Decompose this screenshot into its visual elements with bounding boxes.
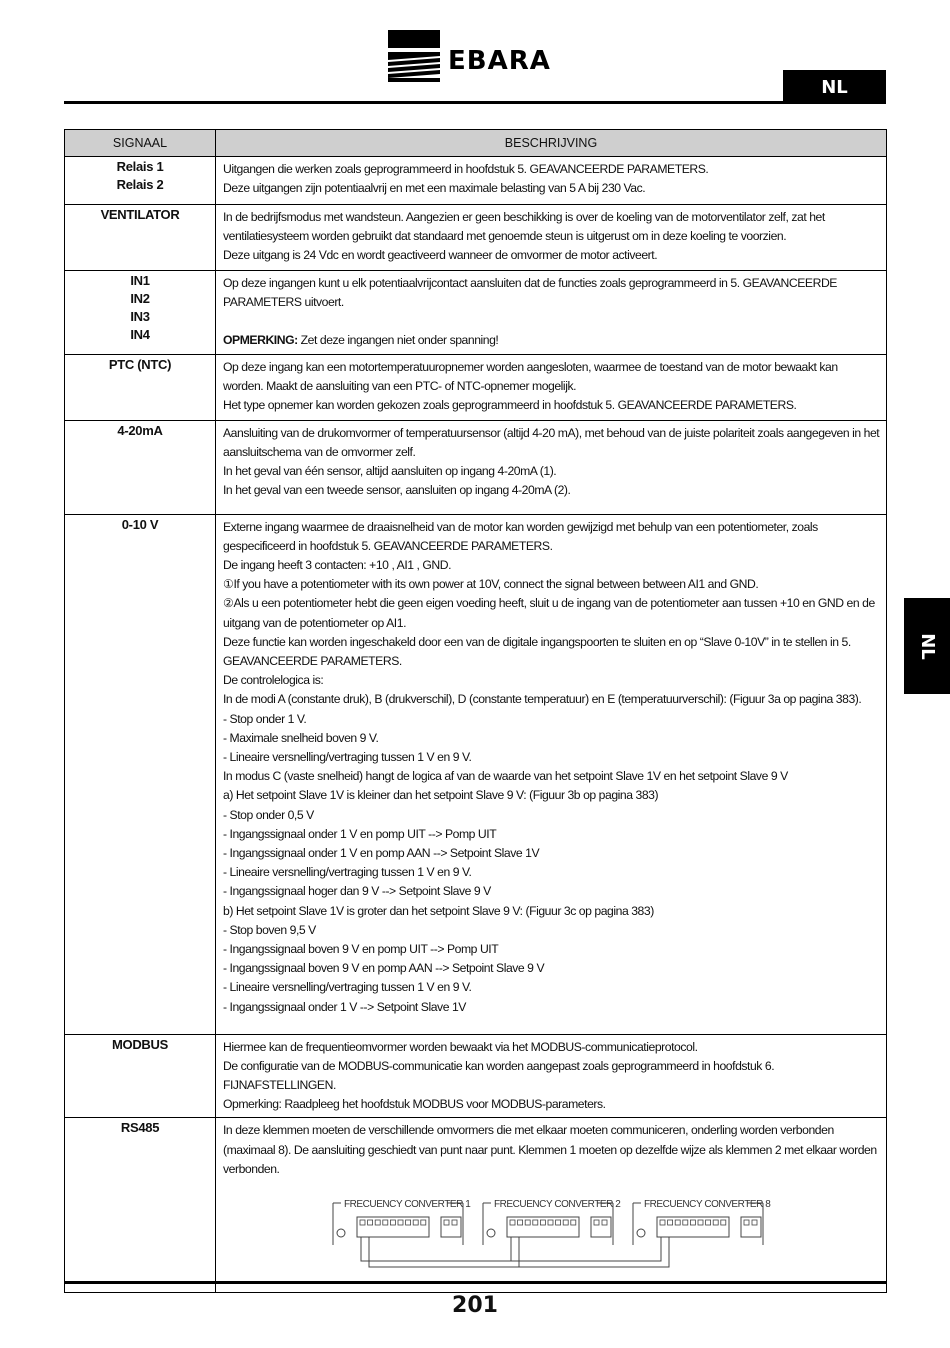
description-cell — [216, 420, 887, 514]
terminal-screw — [444, 1220, 449, 1225]
terminal-screw — [390, 1220, 395, 1225]
description-text: Hiermee kan de frequentieomvormer worden bewaakt via het MODBUS-communicatieprotocol. — [223, 1039, 698, 1054]
signal-name: RS485 — [120, 1120, 160, 1136]
terminal-screw — [398, 1220, 403, 1225]
description-text: Deze functie kan worden ingeschakeld door een van de digitale ingangspoorten te sluiten en op “Slave 0-10V” in te stellen in 5. GEAVANCEERDE PARAMETERS. — [223, 634, 851, 669]
side-language-tab — [904, 598, 950, 694]
terminal-screw — [668, 1220, 673, 1225]
description-cell — [216, 514, 887, 1034]
side-tab-label: NL — [916, 632, 938, 660]
description-text: Opmerking: Raadpleeg het hoofdstuk MODBUS voor MODBUS-parameters. — [223, 1097, 606, 1112]
description-text: ②Als u een potentiometer hebt die geen eigen voeding heeft, sluit u de ingang van de potentiometer aan tussen +10 en GND en de uitgang van de potentiometer op AI1. — [223, 596, 875, 630]
description-text: De configuratie van de MODBUS-communicatie kan worden aangepast zoals geprogrammeerd in hoofdstuk 6. FIJNAFSTELLINGEN. — [223, 1058, 775, 1093]
table-row — [65, 514, 887, 1034]
signal-name: MODBUS — [112, 1036, 168, 1052]
signal-cell — [65, 514, 216, 1034]
description-text: - Ingangssignaal onder 1 V en pomp UIT --> Pomp UIT — [223, 826, 497, 841]
description-text: Uitgangen die werken zoals geprogrammeerd in hoofdstuk 5. GEAVANCEERDE PARAMETERS. — [223, 162, 709, 176]
description-text: Aansluiting van de drukomvormer of temperatuursensor (altijd 4-20 mA), met behoud van de juiste polariteit zoals aangegeven in het aansluitschema van de omvormer zelf. — [223, 425, 880, 459]
note-text: Zet deze ingangen niet onder spanning! — [297, 333, 499, 348]
description-text: - Ingangssignaal onder 1 V en pomp AAN --> Setpoint Slave 1V — [223, 846, 540, 861]
description-text: - Maximale snelheid boven 9 V. — [223, 730, 379, 745]
description-text: b) Het setpoint Slave 1V is groter dan het setpoint Slave 9 V: (Figuur 3c op pagina 383) — [223, 903, 654, 918]
description-text: De controlelogica is: — [223, 673, 324, 688]
signal-cell — [65, 420, 216, 514]
signal-name: IN4 — [130, 327, 150, 342]
table-row — [65, 157, 887, 205]
description-cell — [216, 271, 887, 355]
description-text: ①If you have a potentiometer with its own power at 10V, connect the signal between between AI1 and GND. — [223, 577, 759, 592]
description-text: In de modi A (constante druk), B (drukverschil), D (constante temperatuur) en E (temperatuurverschil): (Figuur 3a op pagina 383). — [223, 692, 862, 707]
signal-cell — [65, 1034, 216, 1118]
table-row — [65, 1034, 887, 1118]
signal-cell — [65, 205, 216, 271]
description-text: In de bedrijfsmodus met wandsteun. Aangezien er geen beschikking is over de koeling van de motorventilator zelf, zat het ventilatiesysteem worden gebruikt dat standaard met genoemde steun is uitgerust om in deze koeling te voorzien. — [223, 210, 825, 244]
terminal-screw — [533, 1220, 538, 1225]
description-text: - Ingangssignaal hoger dan 9 V --> Setpoint Slave 9 V — [223, 884, 491, 899]
description-text: - Ingangssignaal boven 9 V en pomp UIT --> Pomp UIT — [223, 942, 499, 957]
description-text: Op deze ingang kan een motortemperatuuropnemer worden aangesloten, waarmee de toestand van de motor bewaakt kan worden. Maakt de aansluiting van een PTC- of NTC-opnemer mogelijk. — [223, 359, 838, 393]
signal-name: IN3 — [130, 309, 150, 324]
signal-name: 0-10 V — [121, 516, 159, 532]
description-cell — [216, 157, 887, 205]
description-text: Op deze ingangen kunt u elk potentiaalvrijcontact aansluiten dat de functies zoals geprogrammeerd in 5. GEAVANCEERDE PARAMETERS uitvoert. — [223, 276, 837, 310]
terminal-screw — [510, 1220, 515, 1225]
description-text: Het type opnemer kan worden gekozen zoals geprogrammeerd in hoofdstuk 5. GEAVANCEERDE PARAMETERS. — [223, 398, 797, 413]
description-cell — [216, 1118, 887, 1293]
converter-2 — [483, 1199, 621, 1245]
col-header-description: BESCHRIJVING — [216, 130, 887, 157]
description-cell — [216, 354, 887, 420]
terminal-screw — [360, 1220, 365, 1225]
terminal-screw — [406, 1220, 411, 1225]
table-row — [65, 420, 887, 514]
description-text: - Ingangssignaal boven 9 V en pomp AAN --> Setpoint Slave 9 V — [223, 961, 545, 976]
terminal-screw — [660, 1220, 665, 1225]
terminal-screw — [452, 1220, 457, 1225]
converter-label: FRECUENCY CONVERTER 8 — [644, 1199, 771, 1211]
description-text: - Lineaire versnelling/vertraging tussen 1 V en 9 V. — [223, 750, 472, 765]
terminal-screw — [413, 1220, 418, 1225]
terminal-screw — [540, 1220, 545, 1225]
terminal-screw — [375, 1220, 380, 1225]
rs485-bus-wires — [361, 1237, 669, 1267]
description-text: Externe ingang waarmee de draaisnelheid van de motor kan worden gewijzigd met behulp van een potentiometer, zoals gespecificeerd in hoofdstuk 5. GEAVANCEERDE PARAMETERS. — [223, 519, 818, 553]
terminal-screw — [556, 1220, 561, 1225]
terminal-screw — [675, 1220, 680, 1225]
terminal-screw — [713, 1220, 718, 1225]
description-text: In modus C (vaste snelheid) hangt de logica af van de waarde van het setpoint Slave 1V en het setpoint Slave 9 V — [223, 769, 788, 784]
signal-table — [64, 129, 887, 1293]
terminal-screw — [525, 1220, 530, 1225]
description-text: - Stop onder 1 V. — [223, 711, 307, 726]
note-label: OPMERKING: — [223, 333, 298, 348]
ebara-logo-mark-icon — [386, 28, 446, 84]
note-line — [223, 331, 880, 350]
terminal-screw — [698, 1220, 703, 1225]
description-text: In het geval van een tweede sensor, aansluiten op ingang 4-20mA (2). — [223, 483, 571, 498]
signal-cell — [65, 1118, 216, 1293]
terminal-screw — [721, 1220, 726, 1225]
description-text: In het geval van één sensor, altijd aansluiten op ingang 4-20mA (1). — [223, 464, 557, 479]
converter-1 — [333, 1199, 471, 1245]
terminal-screw — [683, 1220, 688, 1225]
signal-cell — [65, 157, 216, 205]
description-text: - Stop onder 0,5 V — [223, 807, 314, 822]
terminal-screw — [706, 1220, 711, 1225]
signal-name: IN2 — [130, 291, 150, 306]
converter-label: FRECUENCY CONVERTER 2 — [494, 1199, 621, 1211]
terminal-screw — [744, 1220, 749, 1225]
description-text: In deze klemmen moeten de verschillende omvormers die met elkaar moeten communiceren, onderling worden verbonden (maximaal 8). De aansluiting geschiedt van punt naar punt. Klemmen 1 moeten op dezelfde wijze als klemmen 2 met elkaar worden verbonden. — [223, 1123, 877, 1176]
signal-name: IN1 — [130, 273, 150, 288]
terminal-screw — [383, 1220, 388, 1225]
signal-name: PTC (NTC) — [108, 356, 172, 372]
terminal-screw — [563, 1220, 568, 1225]
description-cell — [216, 1034, 887, 1118]
footer-rule — [64, 1281, 886, 1284]
converter-8 — [633, 1199, 771, 1245]
signal-name: Relais 2 — [116, 177, 164, 192]
description-text: De ingang heeft 3 contacten: +10 , AI1 , GND. — [223, 558, 452, 573]
description-text: Deze uitgang is 24 Vdc en wordt geactiveerd wanneer de omvormer de motor activeert. — [223, 248, 658, 263]
signal-name: VENTILATOR — [100, 207, 180, 222]
wiring-diagram-svg — [321, 1187, 841, 1283]
ebara-logo — [386, 28, 566, 84]
table-row — [65, 354, 887, 420]
header-rule — [64, 101, 886, 104]
terminal-screw — [368, 1220, 373, 1225]
terminal-screw — [421, 1220, 426, 1225]
description-text: - Ingangssignaal onder 1 V --> Setpoint Slave 1V — [223, 999, 466, 1014]
terminal-screw — [548, 1220, 553, 1225]
terminal-screw — [571, 1220, 576, 1225]
converter-label: FRECUENCY CONVERTER 1 — [344, 1199, 471, 1211]
signal-cell — [65, 271, 216, 355]
table-row — [65, 1118, 887, 1293]
signal-name: Relais 1 — [116, 159, 164, 174]
terminal-screw — [690, 1220, 695, 1225]
description-text: - Lineaire versnelling/vertraging tussen 1 V en 9 V. — [223, 865, 472, 880]
description-text: - Stop boven 9,5 V — [223, 922, 316, 937]
col-header-signal: SIGNAAL — [65, 130, 216, 157]
description-text: - Lineaire versnelling/vertraging tussen 1 V en 9 V. — [223, 980, 472, 995]
description-cell — [216, 205, 887, 271]
terminal-screw — [602, 1220, 607, 1225]
logo-text: EBARA — [448, 46, 551, 76]
language-badge: NL — [783, 70, 886, 104]
signal-name: 4-20mA — [117, 422, 163, 438]
rs485-wiring-diagram — [321, 1187, 841, 1283]
table-row — [65, 271, 887, 355]
page-number: 201 — [452, 1293, 498, 1318]
terminal-screw — [518, 1220, 523, 1225]
terminal-screw — [752, 1220, 757, 1225]
signal-cell — [65, 354, 216, 420]
description-text: a) Het setpoint Slave 1V is kleiner dan het setpoint Slave 9 V: (Figuur 3b op pagina 383) — [223, 788, 659, 803]
terminal-screw — [594, 1220, 599, 1225]
description-text: Deze uitgangen zijn potentiaalvrij en met een maximale belasting van 5 A bij 230 Vac. — [223, 181, 646, 196]
table-row — [65, 205, 887, 271]
